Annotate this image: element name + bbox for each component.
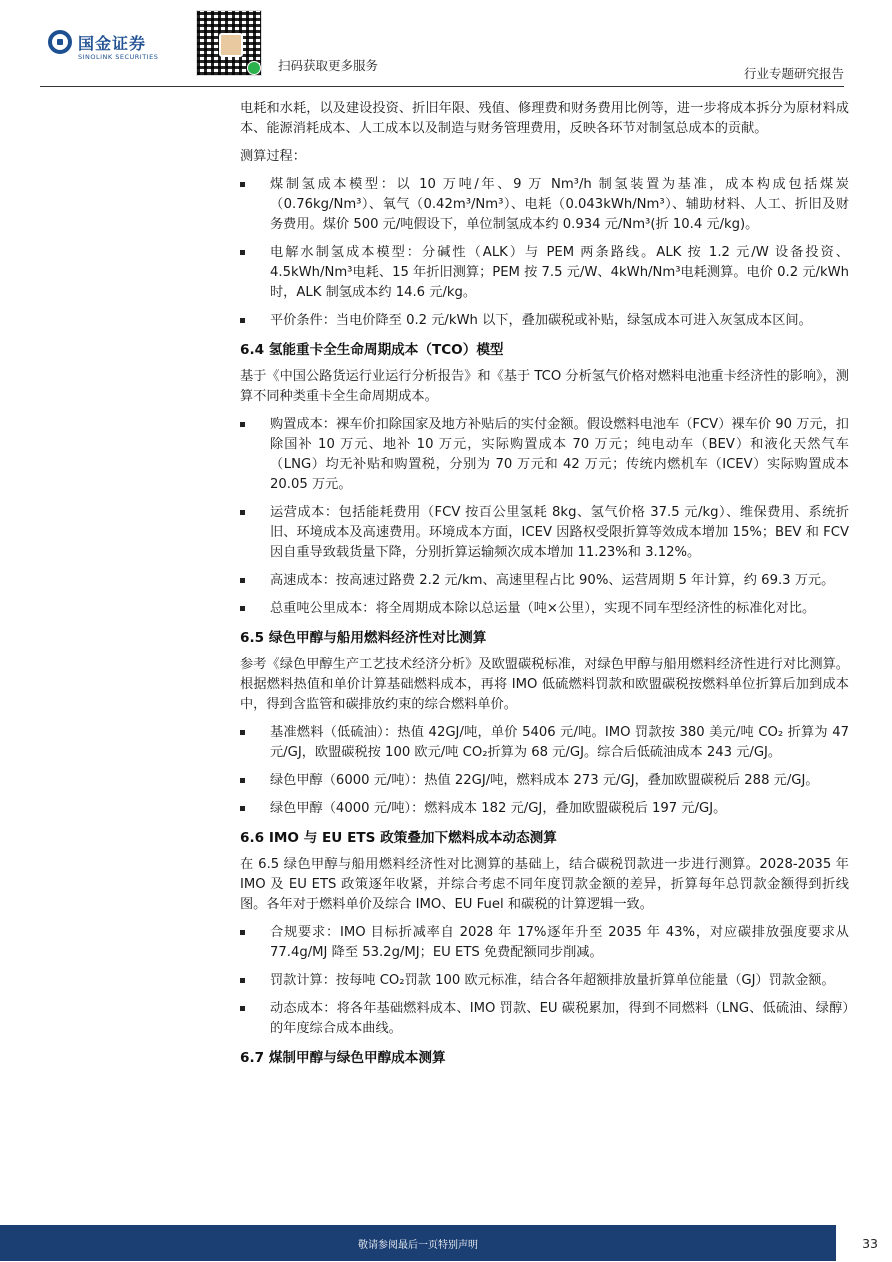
logo-name-en: SINOLINK SECURITIES — [78, 53, 159, 61]
list-item-text: 基准燃料（低硫油）：热值 42GJ/吨，单价 5406 元/吨。IMO 罚款按 380 美元/吨 CO₂ 折算为 47 元/GJ，欧盟碳税按 100 欧元/吨 CO₂折算为 68 元/GJ。综合后低硫油成本 243 元/GJ。 — [270, 725, 849, 760]
section-heading-6-4: 6.4 氢能重卡全生命周期成本（TCO）模型 — [240, 342, 504, 358]
section-6-4-list — [240, 415, 849, 619]
list-item — [240, 415, 849, 495]
document-body — [240, 99, 849, 1075]
section-6-4-intro: 基于《中国公路货运行业运行分析报告》和《基于 TCO 分析氢气价格对燃料电池重卡经济性的影响》，测算不同种类重卡全生命周期成本。 — [240, 369, 849, 404]
section-heading-6-5: 6.5 绿色甲醇与船用燃料经济性对比测算 — [240, 630, 487, 646]
square-bullet-icon — [240, 510, 245, 515]
footer-disclaimer: 敬请参阅最后一页特别声明 — [358, 1240, 478, 1251]
list-item-text: 购置成本：裸车价扣除国家及地方补贴后的实付金额。假设燃料电池车（FCV）裸车价 90 万元，扣除国补 10 万元、地补 10 万元，实际购置成本 70 万元；纯电动车（BEV）和液化天然气车（LNG）均无补贴和购置税，分别为 70 万元和 42 万元；传统内燃机车（ICEV）实际购置成本 20.05 万元。 — [270, 417, 849, 492]
list-item-text: 平价条件：当电价降至 0.2 元/kWh 以下，叠加碳税或补贴，绿氢成本可进入灰氢成本区间。 — [270, 313, 812, 328]
list-item — [240, 311, 849, 331]
square-bullet-icon — [240, 250, 245, 255]
list-item — [240, 999, 849, 1039]
list-item — [240, 923, 849, 963]
scan-prompt: 扫码获取更多服务 — [278, 58, 379, 73]
process-list — [240, 175, 849, 331]
square-bullet-icon — [240, 730, 245, 735]
square-bullet-icon — [240, 606, 245, 611]
list-item — [240, 599, 849, 619]
square-bullet-icon — [240, 978, 245, 983]
logo-mark-icon — [48, 30, 72, 54]
list-item — [240, 771, 849, 791]
intro-paragraph: 电耗和水耗，以及建设投资、折旧年限、残值、修理费和财务费用比例等，进一步将成本拆分为原材料成本、能源消耗成本、人工成本以及制造与财务管理费用，反映各环节对制氢总成本的贡献。 — [240, 101, 849, 136]
qr-code-icon[interactable] — [196, 10, 262, 76]
report-type-label: 行业专题研究报告 — [743, 66, 844, 81]
wechat-badge-icon — [247, 61, 261, 75]
list-item-text: 动态成本：将各年基础燃料成本、IMO 罚款、EU 碳税累加，得到不同燃料（LNG、低硫油、绿醇）的年度综合成本曲线。 — [270, 1001, 849, 1036]
square-bullet-icon — [240, 578, 245, 583]
list-item-text: 罚款计算：按每吨 CO₂罚款 100 欧元标准，结合各年超额排放量折算单位能量（GJ）罚款金额。 — [270, 973, 835, 988]
list-item-text: 合规要求：IMO 目标折减率自 2028 年 17%逐年升至 2035 年 43%，对应碳排放强度要求从 77.4g/MJ 降至 53.2g/MJ；EU ETS 免费配额同步削减。 — [270, 925, 849, 960]
process-label: 测算过程： — [240, 149, 306, 164]
page-number: 33 — [862, 1236, 878, 1251]
square-bullet-icon — [240, 422, 245, 427]
square-bullet-icon — [240, 182, 245, 187]
list-item — [240, 243, 849, 303]
list-item — [240, 571, 849, 591]
section-6-6-list — [240, 923, 849, 1039]
list-item — [240, 971, 849, 991]
qr-center-logo-icon — [219, 33, 243, 57]
square-bullet-icon — [240, 778, 245, 783]
list-item-text: 总重吨公里成本：将全周期成本除以总运量（吨×公里），实现不同车型经济性的标准化对比。 — [270, 601, 816, 616]
list-item-text: 煤制氢成本模型：以 10 万吨/年、9 万 Nm³/h 制氢装置为基准，成本构成包括煤炭（0.76kg/Nm³）、氧气（0.42m³/Nm³）、电耗（0.043kWh/Nm³）、辅助材料、人工、折旧及财务费用。煤价 500 元/吨假设下，单位制氢成本约 0.934 元/Nm³(折 10.4 元/kg)。 — [270, 177, 849, 232]
list-item — [240, 723, 849, 763]
list-item-text: 绿色甲醇（4000 元/吨）：燃料成本 182 元/GJ，叠加欧盟碳税后 197 元/GJ。 — [270, 801, 727, 816]
section-6-5-list — [240, 723, 849, 819]
section-heading-6-6: 6.6 IMO 与 EU ETS 政策叠加下燃料成本动态测算 — [240, 830, 557, 846]
header-divider — [40, 86, 844, 87]
square-bullet-icon — [240, 806, 245, 811]
list-item-text: 高速成本：按高速过路费 2.2 元/km、高速里程占比 90%、运营周期 5 年计算，约 69.3 万元。 — [270, 573, 835, 588]
square-bullet-icon — [240, 1006, 245, 1011]
section-6-6-intro: 在 6.5 绿色甲醇与船用燃料经济性对比测算的基础上，结合碳税罚款进一步进行测算。2028-2035 年 IMO 及 EU ETS 政策逐年收紧，并综合考虑不同年度罚款金额的差异，折算每年总罚款金额得到折线图。各年对于燃料单价及综合 IMO、EU Fuel 和碳税的计算逻辑一致。 — [240, 857, 849, 912]
section-6-5-intro: 参考《绿色甲醇生产工艺技术经济分析》及欧盟碳税标准，对绿色甲醇与船用燃料经济性进行对比测算。根据燃料热值和单价计算基础燃料成本，再将 IMO 低硫燃料罚款和欧盟碳税按燃料单位折算后加到成本中，得到含监管和碳排放约束的综合燃料单价。 — [240, 657, 849, 712]
square-bullet-icon — [240, 318, 245, 323]
section-heading-6-7: 6.7 煤制甲醇与绿色甲醇成本测算 — [240, 1050, 446, 1066]
list-item — [240, 799, 849, 819]
logo-name-cn: 国金证券 — [78, 34, 147, 53]
list-item — [240, 503, 849, 563]
list-item-text: 电解水制氢成本模型：分碱性（ALK）与 PEM 两条路线。ALK 按 1.2 元/W 设备投资、4.5kWh/Nm³电耗、15 年折旧测算；PEM 按 7.5 元/W、4kWh/Nm³电耗测算。电价 0.2 元/kWh 时，ALK 制氢成本约 14.6 元/kg。 — [270, 245, 849, 300]
list-item-text: 绿色甲醇（6000 元/吨）：热值 22GJ/吨，燃料成本 273 元/GJ，叠加欧盟碳税后 288 元/GJ。 — [270, 773, 819, 788]
list-item-text: 运营成本：包括能耗费用（FCV 按百公里氢耗 8kg、氢气价格 37.5 元/kg）、维保费用、系统折旧、环境成本及高速费用。环境成本方面，ICEV 因路权受限折算等效成本增加 15%；BEV 和 FCV 因自重导致载货量下降，分别折算运输频次成本增加 11.23%和 3.12%。 — [270, 505, 849, 560]
square-bullet-icon — [240, 930, 245, 935]
list-item — [240, 175, 849, 235]
